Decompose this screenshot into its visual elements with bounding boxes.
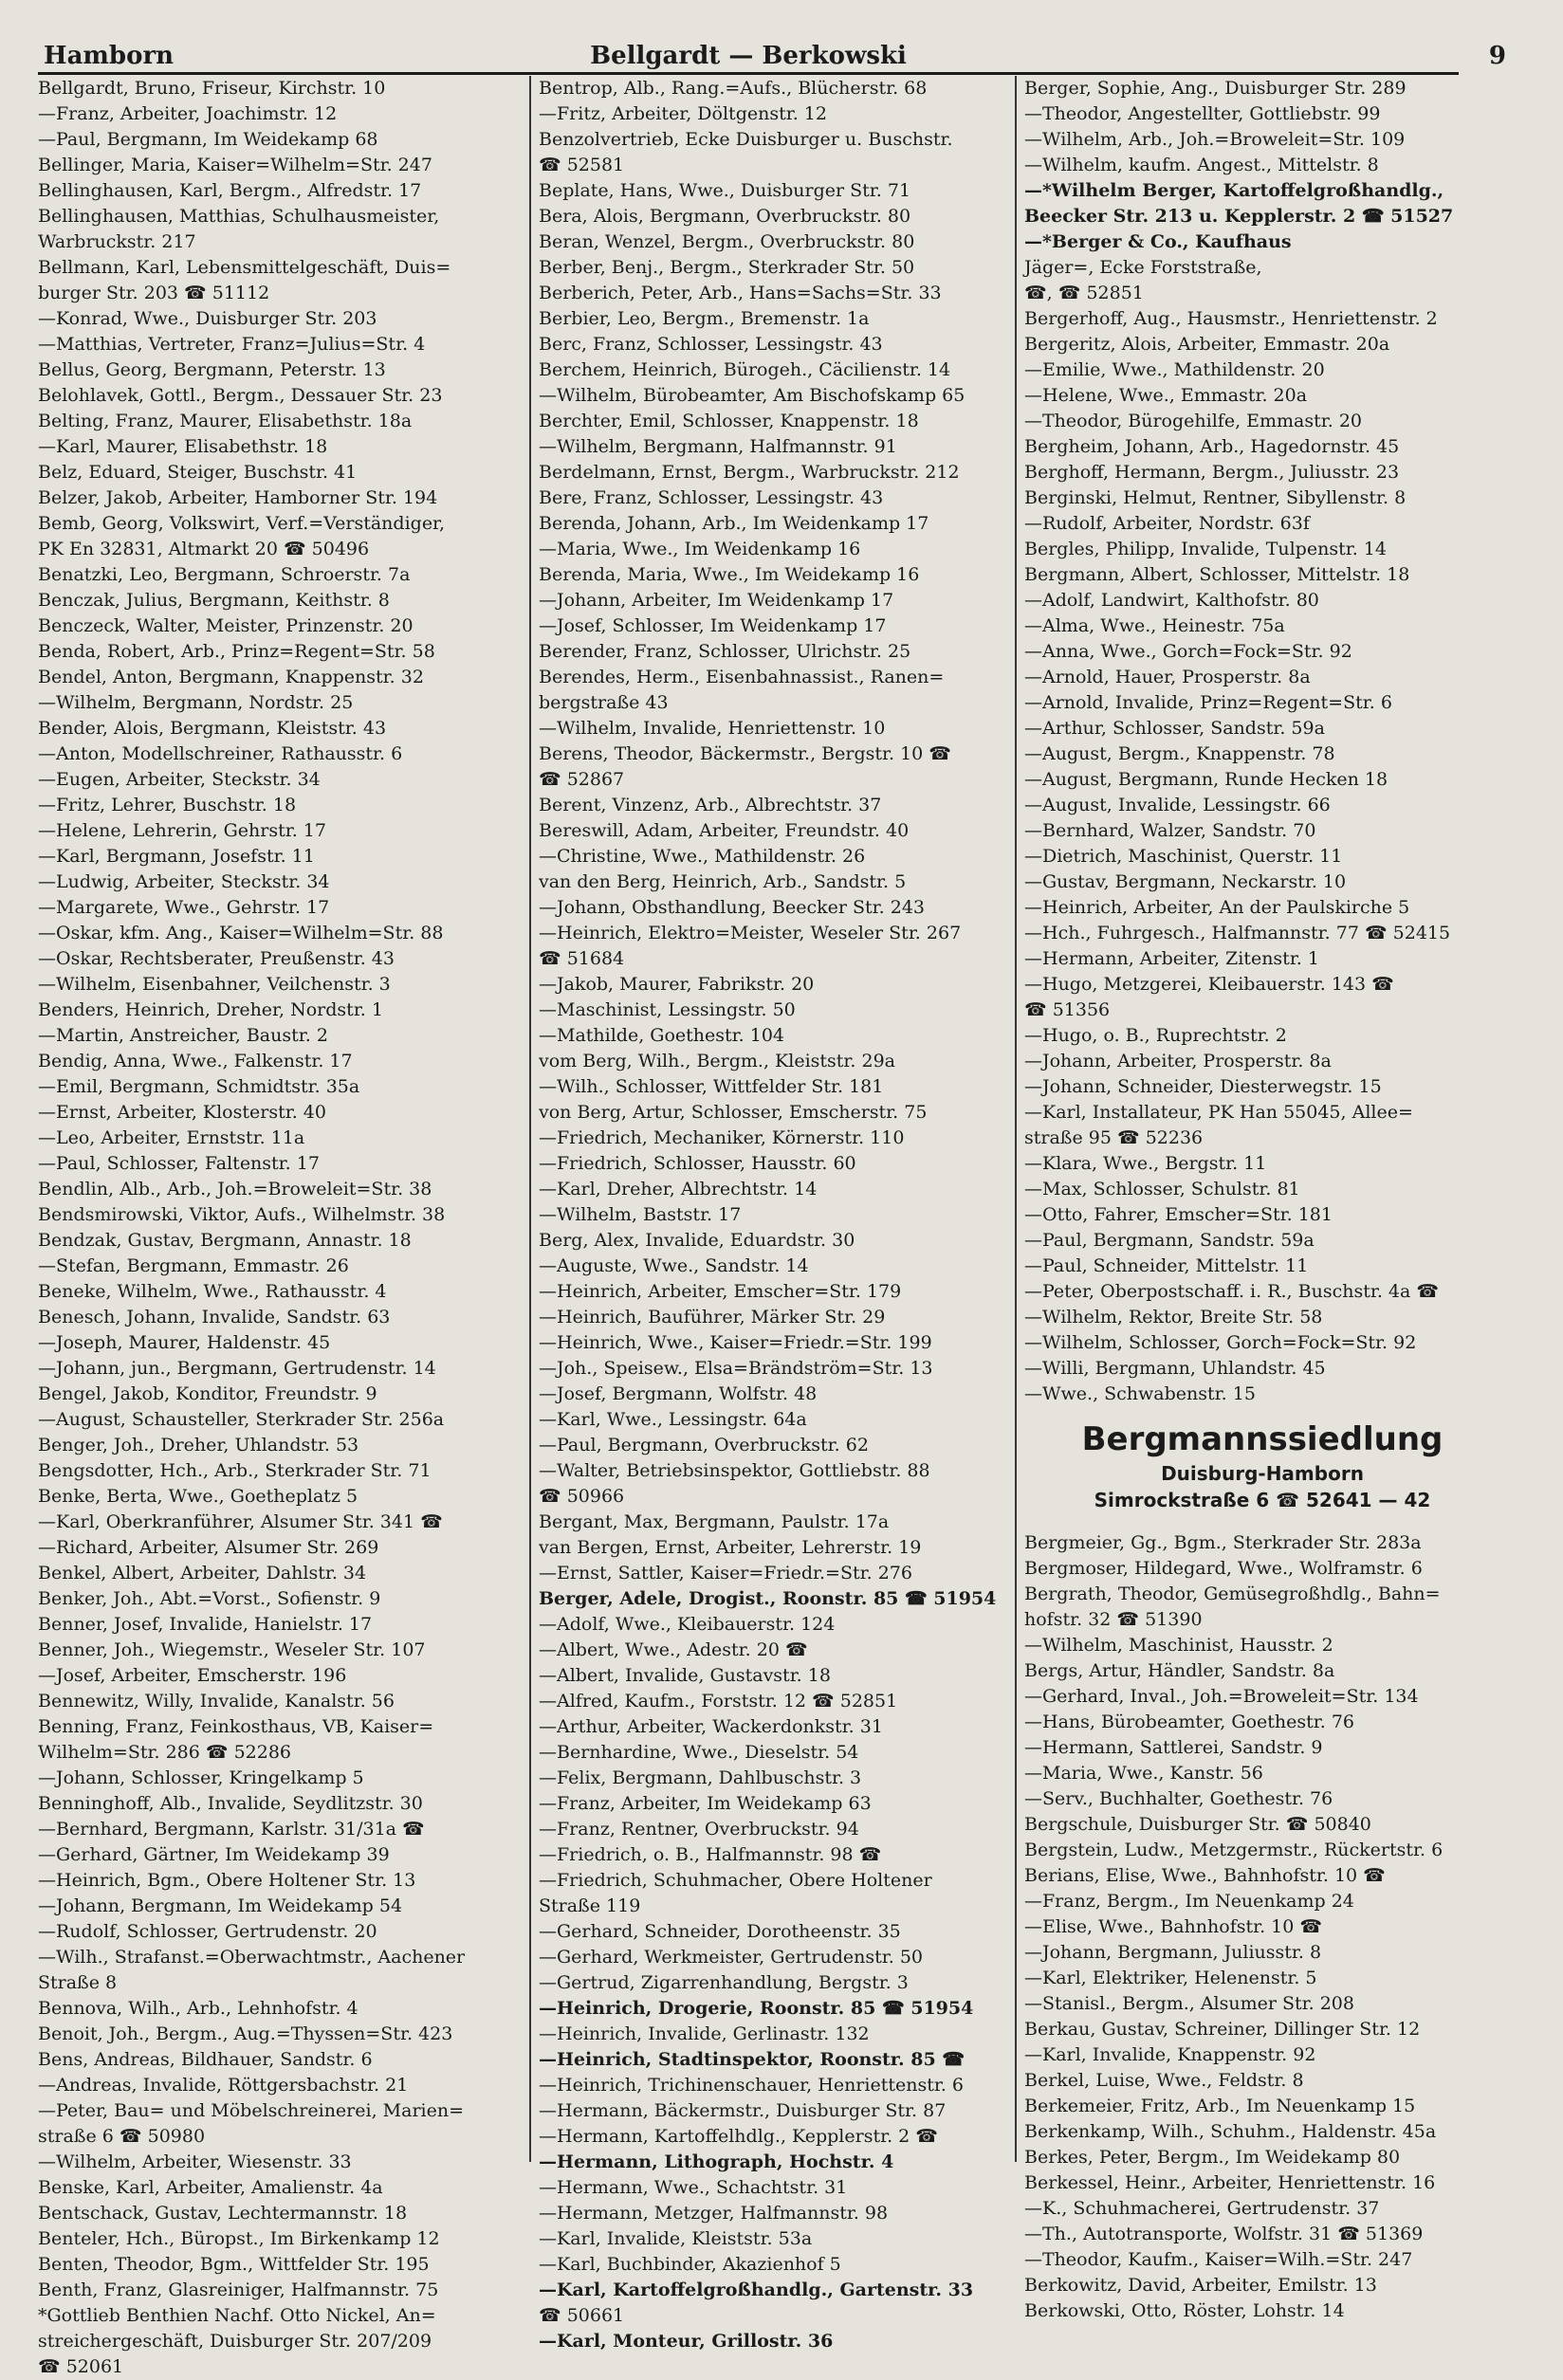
- directory-entry: —Johann, Arbeiter, Prosperstr. 8a: [1024, 1051, 1332, 1071]
- directory-entry: straße 95 ☎ 52236: [1024, 1127, 1204, 1148]
- directory-entry: —Felix, Bergmann, Dahlbuschstr. 3: [539, 1767, 862, 1788]
- directory-entry: Bellus, Georg, Bergmann, Peterstr. 13: [38, 359, 386, 380]
- directory-entry: —Oskar, Rechtsberater, Preußenstr. 43: [38, 948, 395, 969]
- column-1: [38, 76, 522, 2377]
- directory-entry: —Bernhard, Bergmann, Karlstr. 31/31a ☎: [38, 1819, 425, 1840]
- directory-entry: —Emil, Bergmann, Schmidtstr. 35a: [38, 1076, 360, 1097]
- directory-entry: —Hermann, Lithograph, Hochstr. 4: [539, 2151, 894, 2172]
- directory-entry: —Konrad, Wwe., Duisburger Str. 203: [38, 308, 377, 329]
- directory-entry: —Heinrich, Arbeiter, An der Paulskirche 5: [1024, 897, 1410, 918]
- directory-entry: Berger, Sophie, Ang., Duisburger Str. 289: [1024, 78, 1407, 99]
- directory-entry: bergstraße 43: [539, 692, 669, 713]
- directory-entry: —Friedrich, Mechaniker, Körnerstr. 110: [539, 1127, 905, 1148]
- column-3: [1015, 76, 1500, 2321]
- directory-entry: —Wilhelm, Bergmann, Halfmannstr. 91: [539, 436, 897, 457]
- directory-entry: Bendlin, Alb., Arb., Joh.=Broweleit=Str. 38: [38, 1179, 432, 1199]
- directory-entry: Bendsmirowski, Viktor, Aufs., Wilhelmstr. 38: [38, 1204, 446, 1225]
- directory-entry: Bergs, Artur, Händler, Sandstr. 8a: [1024, 1660, 1335, 1681]
- directory-entry: —Heinrich, Elektro=Meister, Weseler Str. 267: [539, 923, 962, 943]
- directory-entry: —Oskar, kfm. Ang., Kaiser=Wilhelm=Str. 88: [38, 923, 444, 943]
- directory-entry: —Gerhard, Werkmeister, Gertrudenstr. 50: [539, 1947, 923, 1968]
- directory-entry: Bera, Alois, Bergmann, Overbruckstr. 80: [539, 206, 911, 227]
- directory-entry: —Karl, Dreher, Albrechtstr. 14: [539, 1179, 818, 1199]
- directory-entry: —Mathilde, Goethestr. 104: [539, 1025, 784, 1046]
- directory-entry: Berender, Franz, Schlosser, Ulrichstr. 25: [539, 641, 911, 662]
- block-sub1: Duisburg-Hamborn: [1161, 1462, 1364, 1485]
- directory-entry: —Gerhard, Gärtner, Im Weidekamp 39: [38, 1844, 390, 1865]
- directory-entry: burger Str. 203 ☎ 51112: [38, 283, 270, 303]
- directory-entry: —August, Bergmann, Runde Hecken 18: [1024, 769, 1388, 790]
- directory-entry: Bendel, Anton, Bergmann, Knappenstr. 32: [38, 667, 424, 687]
- directory-entry: —Karl, Oberkranführer, Alsumer Str. 341 ☎: [38, 1511, 443, 1532]
- directory-entry: Berkessel, Heinr., Arbeiter, Henriettenstr. 16: [1024, 2172, 1436, 2193]
- directory-entry: Bendzak, Gustav, Bergmann, Annastr. 18: [38, 1230, 412, 1251]
- directory-entry: Benda, Robert, Arb., Prinz=Regent=Str. 58: [38, 641, 435, 662]
- directory-entry: —Hch., Fuhrgesch., Halfmannstr. 77 ☎ 52415: [1024, 923, 1451, 943]
- directory-entry: Benkel, Albert, Arbeiter, Dahlstr. 34: [38, 1563, 367, 1584]
- directory-entry: —*Wilhelm Berger, Kartoffelgroßhandlg.,: [1024, 180, 1444, 201]
- directory-entry: Berkau, Gustav, Schreiner, Dillinger Str. 12: [1024, 2019, 1421, 2040]
- directory-entry: —Maschinist, Lessingstr. 50: [539, 999, 796, 1020]
- directory-entry: —Heinrich, Trichinenschauer, Henriettenstr. 6: [539, 2075, 965, 2096]
- directory-entry: —Hermann, Kartoffelhdlg., Kepplerstr. 2 ☎: [539, 2126, 938, 2147]
- directory-entry: —Paul, Schneider, Mittelstr. 11: [1024, 1255, 1309, 1276]
- directory-entry: —Josef, Bergmann, Wolfstr. 48: [539, 1383, 818, 1404]
- directory-entry: —Theodor, Angestellter, Gottliebstr. 99: [1024, 103, 1381, 124]
- directory-entry: Bellmann, Karl, Lebensmittelgeschäft, Duis=: [38, 257, 451, 278]
- block-title: Bergmannssiedlung: [1081, 1420, 1443, 1458]
- directory-entry: —Rudolf, Schlosser, Gertrudenstr. 20: [38, 1921, 377, 1942]
- directory-entry: straße 6 ☎ 50980: [38, 2126, 206, 2147]
- directory-entry: —Wilhelm, Rektor, Breite Str. 58: [1024, 1307, 1323, 1327]
- directory-entry: —Gerhard, Schneider, Dorotheenstr. 35: [539, 1921, 901, 1942]
- directory-entry: Berkes, Peter, Bergm., Im Weidekamp 80: [1024, 2147, 1401, 2168]
- directory-entry: Jäger=, Ecke Forststraße,: [1024, 257, 1262, 278]
- directory-entry: —Josef, Arbeiter, Emscherstr. 196: [38, 1665, 347, 1686]
- directory-entry: Berkowski, Otto, Röster, Lohstr. 14: [1024, 2300, 1345, 2321]
- directory-entry: —Karl, Wwe., Lessingstr. 64a: [539, 1409, 807, 1430]
- directory-entry: Benner, Josef, Invalide, Hanielstr. 17: [38, 1614, 373, 1635]
- header-left: Hamborn: [44, 42, 175, 70]
- directory-entry: —Hermann, Wwe., Schachtstr. 31: [539, 2177, 848, 2198]
- directory-entry: —Wilhelm, Arbeiter, Wiesenstr. 33: [38, 2151, 352, 2172]
- directory-entry: Bender, Alois, Bergmann, Kleiststr. 43: [38, 718, 387, 739]
- directory-entry: —Emilie, Wwe., Mathildenstr. 20: [1024, 359, 1325, 380]
- directory-entry: Berenda, Johann, Arb., Im Weidenkamp 17: [539, 513, 929, 534]
- directory-entry: —Theodor, Bürogehilfe, Emmastr. 20: [1024, 411, 1363, 431]
- directory-entry: —Otto, Fahrer, Emscher=Str. 181: [1024, 1204, 1333, 1225]
- directory-entry: Berc, Franz, Schlosser, Lessingstr. 43: [539, 334, 883, 355]
- directory-entry: Bengel, Jakob, Konditor, Freundstr. 9: [38, 1383, 377, 1404]
- directory-entry: ☎ 52581: [539, 155, 625, 175]
- directory-entry: Benske, Karl, Arbeiter, Amalienstr. 4a: [38, 2177, 383, 2198]
- directory-entry: —Peter, Bau= und Möbelschreinerei, Marien=: [38, 2100, 465, 2121]
- header-center: Bellgardt — Berkowski: [590, 42, 907, 70]
- directory-entry: —Karl, Kartoffelgroßhandlg., Gartenstr. 33: [539, 2279, 974, 2300]
- directory-entry: Belohlavek, Gottl., Bergm., Dessauer Str. 23: [38, 385, 443, 406]
- directory-entry: Berendes, Herm., Eisenbahnassist., Ranen=: [539, 667, 945, 687]
- page-number: 9: [1488, 42, 1506, 70]
- directory-entry: —Gustav, Bergmann, Neckarstr. 10: [1024, 871, 1347, 892]
- directory-entry: Bellinghausen, Karl, Bergm., Alfredstr. 17: [38, 180, 422, 201]
- directory-entry: Benczak, Julius, Bergmann, Keithstr. 8: [38, 590, 390, 611]
- directory-entry: —Karl, Installateur, PK Han 55045, Allee=: [1024, 1102, 1413, 1123]
- directory-entry: Bergheim, Johann, Arb., Hagedornstr. 45: [1024, 436, 1400, 457]
- directory-entry: —Wilhelm, Bürobeamter, Am Bischofskamp 65: [539, 385, 965, 406]
- directory-entry: —Arnold, Invalide, Prinz=Regent=Str. 6: [1024, 692, 1392, 713]
- directory-entry: Benczeck, Walter, Meister, Prinzenstr. 20: [38, 615, 414, 636]
- directory-entry: —Wilhelm, Baststr. 17: [539, 1204, 742, 1225]
- directory-entry: —Anna, Wwe., Gorch=Fock=Str. 92: [1024, 641, 1352, 662]
- directory-entry: —Bernhardine, Wwe., Dieselstr. 54: [539, 1742, 859, 1763]
- directory-entry: —August, Bergm., Knappenstr. 78: [1024, 743, 1335, 764]
- directory-entry: Benger, Joh., Dreher, Uhlandstr. 53: [38, 1435, 359, 1455]
- directory-entry: —Peter, Oberpostschaff. i. R., Buschstr. 4a ☎: [1024, 1281, 1440, 1302]
- directory-entry: Berchter, Emil, Schlosser, Knappenstr. 18: [539, 411, 919, 431]
- directory-entry: Beneke, Wilhelm, Wwe., Rathausstr. 4: [38, 1281, 387, 1302]
- directory-entry: —Hermann, Metzger, Halfmannstr. 98: [539, 2203, 889, 2224]
- directory-entry: —Wilh., Schlosser, Wittfelder Str. 181: [539, 1076, 884, 1097]
- directory-entry: —Friedrich, Schuhmacher, Obere Holtener: [539, 1870, 932, 1891]
- directory-entry: —Paul, Schlosser, Faltenstr. 17: [38, 1153, 320, 1174]
- directory-entry: Benoit, Joh., Bergm., Aug.=Thyssen=Str. 423: [38, 2023, 453, 2044]
- directory-entry: —Ernst, Arbeiter, Klosterstr. 40: [38, 1102, 326, 1123]
- directory-entry: *Gottlieb Benthien Nachf. Otto Nickel, An=: [38, 2305, 436, 2326]
- directory-entry: —Klara, Wwe., Bergstr. 11: [1024, 1153, 1267, 1174]
- directory-entry: Bendig, Anna, Wwe., Falkenstr. 17: [38, 1051, 353, 1071]
- directory-entry: —Hugo, o. B., Ruprechtstr. 2: [1024, 1025, 1287, 1046]
- directory-entry: —Karl, Invalide, Knappenstr. 92: [1024, 2044, 1316, 2065]
- directory-entry: —August, Invalide, Lessingstr. 66: [1024, 795, 1331, 815]
- directory-entry: —Adolf, Landwirt, Kalthofstr. 80: [1024, 590, 1319, 611]
- directory-entry: —Franz, Bergm., Im Neuenkamp 24: [1024, 1891, 1354, 1912]
- directory-entry: Bergeritz, Alois, Arbeiter, Emmastr. 20a: [1024, 334, 1390, 355]
- directory-entry: —Heinrich, Arbeiter, Emscher=Str. 179: [539, 1281, 902, 1302]
- directory-entry: Berkenkamp, Wilh., Schuhm., Haldenstr. 45a: [1024, 2121, 1437, 2142]
- directory-entry: —Gertrud, Zigarrenhandlung, Bergstr. 3: [539, 1972, 909, 1993]
- directory-entry: Beran, Wenzel, Bergm., Overbruckstr. 80: [539, 231, 915, 252]
- directory-entry: —Johann, Schlosser, Kringelkamp 5: [38, 1767, 364, 1788]
- directory-entry: —Helene, Wwe., Emmastr. 20a: [1024, 385, 1308, 406]
- directory-entry: Berdelmann, Ernst, Bergm., Warbruckstr. 212: [539, 462, 960, 483]
- column-2: [529, 76, 1013, 2352]
- directory-entry: Benker, Joh., Abt.=Vorst., Sofienstr. 9: [38, 1588, 381, 1609]
- directory-entry: Belting, Franz, Maurer, Elisabethstr. 18a: [38, 411, 413, 431]
- directory-entry: ☎ 51356: [1024, 999, 1111, 1020]
- directory-entry: —Rudolf, Arbeiter, Nordstr. 63f: [1024, 513, 1310, 534]
- directory-entry: —Hugo, Metzgerei, Kleibauerstr. 143 ☎: [1024, 974, 1394, 995]
- directory-entry: hofstr. 32 ☎ 51390: [1024, 1609, 1203, 1630]
- directory-entry: —Eugen, Arbeiter, Steckstr. 34: [38, 769, 321, 790]
- directory-entry: —Heinrich, Stadtinspektor, Roonstr. 85 ☎: [539, 2049, 965, 2070]
- directory-entry: —Maria, Wwe., Kanstr. 56: [1024, 1763, 1263, 1784]
- directory-entry: Berbier, Leo, Bergm., Bremenstr. 1a: [539, 308, 870, 329]
- directory-entry: —Paul, Bergmann, Sandstr. 59a: [1024, 1230, 1315, 1251]
- directory-entry: Benth, Franz, Glasreiniger, Halfmannstr. 75: [38, 2279, 439, 2300]
- directory-entry: ☎ 51684: [539, 948, 625, 969]
- directory-entry: —Heinrich, Bauführer, Märker Str. 29: [539, 1307, 886, 1327]
- directory-entry: Benders, Heinrich, Dreher, Nordstr. 1: [38, 999, 383, 1020]
- directory-entry: Wilhelm=Str. 286 ☎ 52286: [38, 1742, 292, 1763]
- directory-entry: —Franz, Arbeiter, Joachimstr. 12: [38, 103, 338, 124]
- directory-entry: —Th., Autotransporte, Wolfstr. 31 ☎ 51369: [1024, 2224, 1424, 2244]
- directory-entry: —Joh., Speisew., Elsa=Brändström=Str. 13: [539, 1358, 933, 1379]
- directory-entry: Berkemeier, Fritz, Arb., Im Neuenkamp 15: [1024, 2096, 1416, 2116]
- directory-entry: —Karl, Buchbinder, Akazienhof 5: [539, 2254, 841, 2275]
- directory-entry: —Jakob, Maurer, Fabrikstr. 20: [539, 974, 815, 995]
- directory-entry: Belz, Eduard, Steiger, Buschstr. 41: [38, 462, 358, 483]
- directory-entry: van Bergen, Ernst, Arbeiter, Lehrerstr. 19: [539, 1537, 922, 1558]
- directory-entry: Straße 8: [38, 1972, 118, 1993]
- directory-entry: Bergmoser, Hildegard, Wwe., Wolframstr. 6: [1024, 1558, 1423, 1579]
- directory-entry: —Heinrich, Wwe., Kaiser=Friedr.=Str. 199: [539, 1332, 932, 1353]
- directory-entry: —Wilhelm, Arb., Joh.=Broweleit=Str. 109: [1024, 129, 1406, 150]
- directory-entry: Bentrop, Alb., Rang.=Aufs., Blücherstr. 68: [539, 78, 928, 99]
- directory-entry: Berkel, Luise, Wwe., Feldstr. 8: [1024, 2070, 1304, 2091]
- directory-entry: Benner, Joh., Wiegemstr., Weseler Str. 107: [38, 1639, 426, 1660]
- directory-entry: —Paul, Bergmann, Im Weidekamp 68: [38, 129, 378, 150]
- directory-entry: Bergrath, Theodor, Gemüsegroßhdlg., Bahn=: [1024, 1584, 1441, 1604]
- directory-entry: —Martin, Anstreicher, Baustr. 2: [38, 1025, 328, 1046]
- directory-entry: Bere, Franz, Schlosser, Lessingstr. 43: [539, 487, 884, 508]
- directory-entry: Benning, Franz, Feinkosthaus, VB, Kaiser=: [38, 1716, 434, 1737]
- directory-entry: —Karl, Invalide, Kleiststr. 53a: [539, 2228, 813, 2249]
- directory-entry: —Johann, Bergmann, Juliusstr. 8: [1024, 1942, 1322, 1963]
- directory-entry: —Karl, Bergmann, Josefstr. 11: [38, 846, 315, 867]
- directory-entry: Benninghoff, Alb., Invalide, Seydlitzstr. 30: [38, 1793, 423, 1814]
- directory-entry: Bennova, Wilh., Arb., Lehnhofstr. 4: [38, 1998, 359, 2019]
- directory-entry: PK En 32831, Altmarkt 20 ☎ 50496: [38, 539, 370, 559]
- directory-entry: —Fritz, Arbeiter, Döltgenstr. 12: [539, 103, 827, 124]
- directory-entry: Benteler, Hch., Büropst., Im Birkenkamp 12: [38, 2228, 440, 2249]
- directory-entry: Bentschack, Gustav, Lechtermannstr. 18: [38, 2203, 408, 2224]
- directory-entry: —Karl, Maurer, Elisabethstr. 18: [38, 436, 328, 457]
- directory-entry: —Hermann, Bäckermstr., Duisburger Str. 87: [539, 2100, 947, 2121]
- directory-entry: vom Berg, Wilh., Bergm., Kleiststr. 29a: [539, 1051, 895, 1071]
- directory-entry: —Arnold, Hauer, Prosperstr. 8a: [1024, 667, 1311, 687]
- directory-entry: Bellinger, Maria, Kaiser=Wilhelm=Str. 247: [38, 155, 432, 175]
- directory-entry: Berginski, Helmut, Rentner, Sibyllenstr. 8: [1024, 487, 1407, 508]
- directory-entry: ☎, ☎ 52851: [1024, 283, 1144, 303]
- directory-entry: Bens, Andreas, Bildhauer, Sandstr. 6: [38, 2049, 373, 2070]
- directory-entry: —Fritz, Lehrer, Buschstr. 18: [38, 795, 297, 815]
- directory-entry: Bergerhoff, Aug., Hausmstr., Henriettenstr. 2: [1024, 308, 1438, 329]
- directory-entry: —August, Schausteller, Sterkrader Str. 256a: [38, 1409, 445, 1430]
- directory-entry: —Dietrich, Maschinist, Querstr. 11: [1024, 846, 1343, 867]
- page-header: [38, 38, 1506, 75]
- directory-entry: Straße 119: [539, 1895, 641, 1916]
- directory-entry: —Wilhelm, kaufm. Angest., Mittelstr. 8: [1024, 155, 1379, 175]
- directory-entry: Berber, Benj., Bergm., Sterkrader Str. 50: [539, 257, 915, 278]
- directory-entry: Benesch, Johann, Invalide, Sandstr. 63: [38, 1307, 391, 1327]
- directory-entry: —Stefan, Bergmann, Emmastr. 26: [38, 1255, 349, 1276]
- directory-entry: Berent, Vinzenz, Arb., Albrechtstr. 37: [539, 795, 882, 815]
- directory-entry: ☎ 52061: [38, 2356, 124, 2377]
- directory-entry: —Hermann, Arbeiter, Zitenstr. 1: [1024, 948, 1319, 969]
- directory-entry: —Margarete, Wwe., Gehrstr. 17: [38, 897, 330, 918]
- directory-entry: —Gerhard, Inval., Joh.=Broweleit=Str. 134: [1024, 1686, 1419, 1707]
- directory-entry: Bennewitz, Willy, Invalide, Kanalstr. 56: [38, 1691, 395, 1712]
- directory-entry: Bellgardt, Bruno, Friseur, Kirchstr. 10: [38, 78, 386, 99]
- block-sub2: Simrockstraße 6 ☎ 52641 — 42: [1094, 1489, 1431, 1511]
- directory-entry: —Johann, jun., Bergmann, Gertrudenstr. 14: [38, 1358, 436, 1379]
- directory-entry: —Ernst, Sattler, Kaiser=Friedr.=Str. 276: [539, 1563, 912, 1584]
- directory-entry: —Hermann, Sattlerei, Sandstr. 9: [1024, 1737, 1323, 1758]
- directory-entry: Benatzki, Leo, Bergmann, Schroerstr. 7a: [38, 564, 411, 585]
- directory-entry: Bergmann, Albert, Schlosser, Mittelstr. 18: [1024, 564, 1410, 585]
- directory-entry: Bellinghausen, Matthias, Schulhausmeister,: [38, 206, 440, 227]
- directory-entry: —Anton, Modellschreiner, Rathausstr. 6: [38, 743, 403, 764]
- directory-entry: —Christine, Wwe., Mathildenstr. 26: [539, 846, 866, 867]
- directory-entry: —Wilhelm, Maschinist, Hausstr. 2: [1024, 1635, 1333, 1656]
- directory-entry: —Arthur, Arbeiter, Wackerdonkstr. 31: [539, 1716, 883, 1737]
- directory-entry: —Albert, Invalide, Gustavstr. 18: [539, 1665, 831, 1686]
- directory-entry: Warbruckstr. 217: [38, 231, 196, 252]
- directory-entry: —Heinrich, Invalide, Gerlinastr. 132: [539, 2023, 870, 2044]
- directory-entry: Bereswill, Adam, Arbeiter, Freundstr. 40: [539, 820, 910, 841]
- directory-entry: —Bernhard, Walzer, Sandstr. 70: [1024, 820, 1316, 841]
- bergmannssiedlung-block: [1024, 1419, 1500, 1513]
- directory-entry: Bergles, Philipp, Invalide, Tulpenstr. 14: [1024, 539, 1387, 559]
- directory-entry: —Wilhelm, Eisenbahner, Veilchenstr. 3: [38, 974, 391, 995]
- directory-entry: Berenda, Maria, Wwe., Im Weidekamp 16: [539, 564, 920, 585]
- directory-entry: —Johann, Bergmann, Im Weidekamp 54: [38, 1895, 403, 1916]
- directory-entry: Bergant, Max, Bergmann, Paulstr. 17a: [539, 1511, 890, 1532]
- directory-entry: ☎ 50966: [539, 1486, 625, 1507]
- directory-entry: Bemb, Georg, Volkswirt, Verf.=Verständiger,: [38, 513, 446, 534]
- directory-entry: Berians, Elise, Wwe., Bahnhofstr. 10 ☎: [1024, 1865, 1386, 1886]
- directory-entry: —Heinrich, Bgm., Obere Holtener Str. 13: [38, 1870, 416, 1891]
- directory-entry: —Wilhelm, Schlosser, Gorch=Fock=Str. 92: [1024, 1332, 1417, 1353]
- directory-entry: —Andreas, Invalide, Röttgersbachstr. 21: [38, 2075, 409, 2096]
- directory-entry: ☎ 52867: [539, 769, 625, 790]
- directory-entry: van den Berg, Heinrich, Arb., Sandstr. 5: [539, 871, 907, 892]
- directory-entry: —Helene, Lehrerin, Gehrstr. 17: [38, 820, 326, 841]
- directory-entry: —Walter, Betriebsinspektor, Gottliebstr. 88: [539, 1460, 930, 1481]
- directory-entry: —Adolf, Wwe., Kleibauerstr. 124: [539, 1614, 836, 1635]
- directory-entry: Berghoff, Hermann, Bergm., Juliusstr. 23: [1024, 462, 1400, 483]
- directory-entry: —Johann, Arbeiter, Im Weidenkamp 17: [539, 590, 894, 611]
- directory-entry: Beecker Str. 213 u. Kepplerstr. 2 ☎ 51527: [1024, 206, 1454, 227]
- directory-entry: —Karl, Monteur, Grillostr. 36: [539, 2331, 834, 2352]
- directory-entry: —Elise, Wwe., Bahnhofstr. 10 ☎: [1024, 1916, 1323, 1937]
- directory-entry: streichergeschäft, Duisburger Str. 207/209: [38, 2331, 432, 2352]
- directory-entry: —Theodor, Kaufm., Kaiser=Wilh.=Str. 247: [1024, 2249, 1413, 2270]
- directory-entry: —K., Schuhmacherei, Gertrudenstr. 37: [1024, 2198, 1380, 2219]
- directory-entry: —Paul, Bergmann, Overbruckstr. 62: [539, 1435, 869, 1455]
- directory-entry: —Wwe., Schwabenstr. 15: [1024, 1383, 1256, 1404]
- directory-entry: Bergstein, Ludw., Metzgermstr., Rückertstr. 6: [1024, 1840, 1443, 1860]
- directory-entry: Bergmeier, Gg., Bgm., Sterkrader Str. 283a: [1024, 1532, 1422, 1553]
- directory-entry: —Wilhelm, Bergmann, Nordstr. 25: [38, 692, 354, 713]
- directory-entry: Benzolvertrieb, Ecke Duisburger u. Buschstr.: [539, 129, 953, 150]
- directory-entry: Beplate, Hans, Wwe., Duisburger Str. 71: [539, 180, 911, 201]
- directory-entry: —*Berger & Co., Kaufhaus: [1024, 231, 1292, 252]
- directory-entry: ☎ 50661: [539, 2305, 625, 2326]
- directory-entry: Bengsdotter, Hch., Arb., Sterkrader Str. 71: [38, 1460, 432, 1481]
- directory-entry: Berger, Adele, Drogist., Roonstr. 85 ☎ 51954: [539, 1588, 997, 1609]
- directory-entry: —Ludwig, Arbeiter, Steckstr. 34: [38, 871, 330, 892]
- directory-entry: Benten, Theodor, Bgm., Wittfelder Str. 195: [38, 2254, 430, 2275]
- directory-entry: Belzer, Jakob, Arbeiter, Hamborner Str. 194: [38, 487, 438, 508]
- directory-entry: —Joseph, Maurer, Haldenstr. 45: [38, 1332, 331, 1353]
- directory-entry: —Hans, Bürobeamter, Goethestr. 76: [1024, 1712, 1355, 1732]
- directory-entry: —Wilhelm, Invalide, Henriettenstr. 10: [539, 718, 886, 739]
- directory-entry: —Heinrich, Drogerie, Roonstr. 85 ☎ 51954: [539, 1998, 974, 2019]
- directory-entry: —Maria, Wwe., Im Weidenkamp 16: [539, 539, 861, 559]
- directory-entry: —Johann, Schneider, Diesterwegstr. 15: [1024, 1076, 1382, 1097]
- directory-entry: —Alfred, Kaufm., Forststr. 12 ☎ 52851: [539, 1691, 898, 1712]
- directory-entry: —Arthur, Schlosser, Sandstr. 59a: [1024, 718, 1325, 739]
- directory-entry: Berkowitz, David, Arbeiter, Emilstr. 13: [1024, 2275, 1377, 2296]
- directory-entry: Berens, Theodor, Bäckermstr., Bergstr. 10 ☎: [539, 743, 951, 764]
- directory-entry: Bergschule, Duisburger Str. ☎ 50840: [1024, 1814, 1371, 1835]
- directory-entry: —Josef, Schlosser, Im Weidenkamp 17: [539, 615, 887, 636]
- directory-entry: —Franz, Arbeiter, Im Weidekamp 63: [539, 1793, 872, 1814]
- directory-entry: —Friedrich, o. B., Halfmannstr. 98 ☎: [539, 1844, 882, 1865]
- directory-entry: —Serv., Buchhalter, Goethestr. 76: [1024, 1788, 1333, 1809]
- directory-entry: Berchem, Heinrich, Bürogeh., Cäcilienstr. 14: [539, 359, 951, 380]
- directory-entry: Benke, Berta, Wwe., Goetheplatz 5: [38, 1486, 359, 1507]
- directory-entry: —Wilh., Strafanst.=Oberwachtmstr., Aachener: [38, 1947, 466, 1968]
- directory-entry: —Franz, Rentner, Overbruckstr. 94: [539, 1819, 859, 1840]
- directory-entry: von Berg, Artur, Schlosser, Emscherstr. 75: [539, 1102, 928, 1123]
- directory-entry: —Leo, Arbeiter, Ernststr. 11a: [38, 1127, 305, 1148]
- directory-entry: —Alma, Wwe., Heinestr. 75a: [1024, 615, 1285, 636]
- directory-entry: —Matthias, Vertreter, Franz=Julius=Str. 4: [38, 334, 426, 355]
- directory-columns: [38, 76, 1499, 2377]
- directory-entry: —Auguste, Wwe., Sandstr. 14: [539, 1255, 809, 1276]
- directory-entry: Berberich, Peter, Arb., Hans=Sachs=Str. 33: [539, 283, 942, 303]
- directory-entry: Berg, Alex, Invalide, Eduardstr. 30: [539, 1230, 855, 1251]
- directory-entry: —Friedrich, Schlosser, Hausstr. 60: [539, 1153, 856, 1174]
- directory-entry: —Karl, Elektriker, Helenenstr. 5: [1024, 1968, 1317, 1988]
- directory-entry: —Richard, Arbeiter, Alsumer Str. 269: [38, 1537, 379, 1558]
- directory-entry: —Albert, Wwe., Adestr. 20 ☎: [539, 1639, 808, 1660]
- directory-entry: —Johann, Obsthandlung, Beecker Str. 243: [539, 897, 926, 918]
- directory-entry: —Stanisl., Bergm., Alsumer Str. 208: [1024, 1993, 1354, 2014]
- directory-entry: —Willi, Bergmann, Uhlandstr. 45: [1024, 1358, 1326, 1379]
- directory-entry: —Max, Schlosser, Schulstr. 81: [1024, 1179, 1300, 1199]
